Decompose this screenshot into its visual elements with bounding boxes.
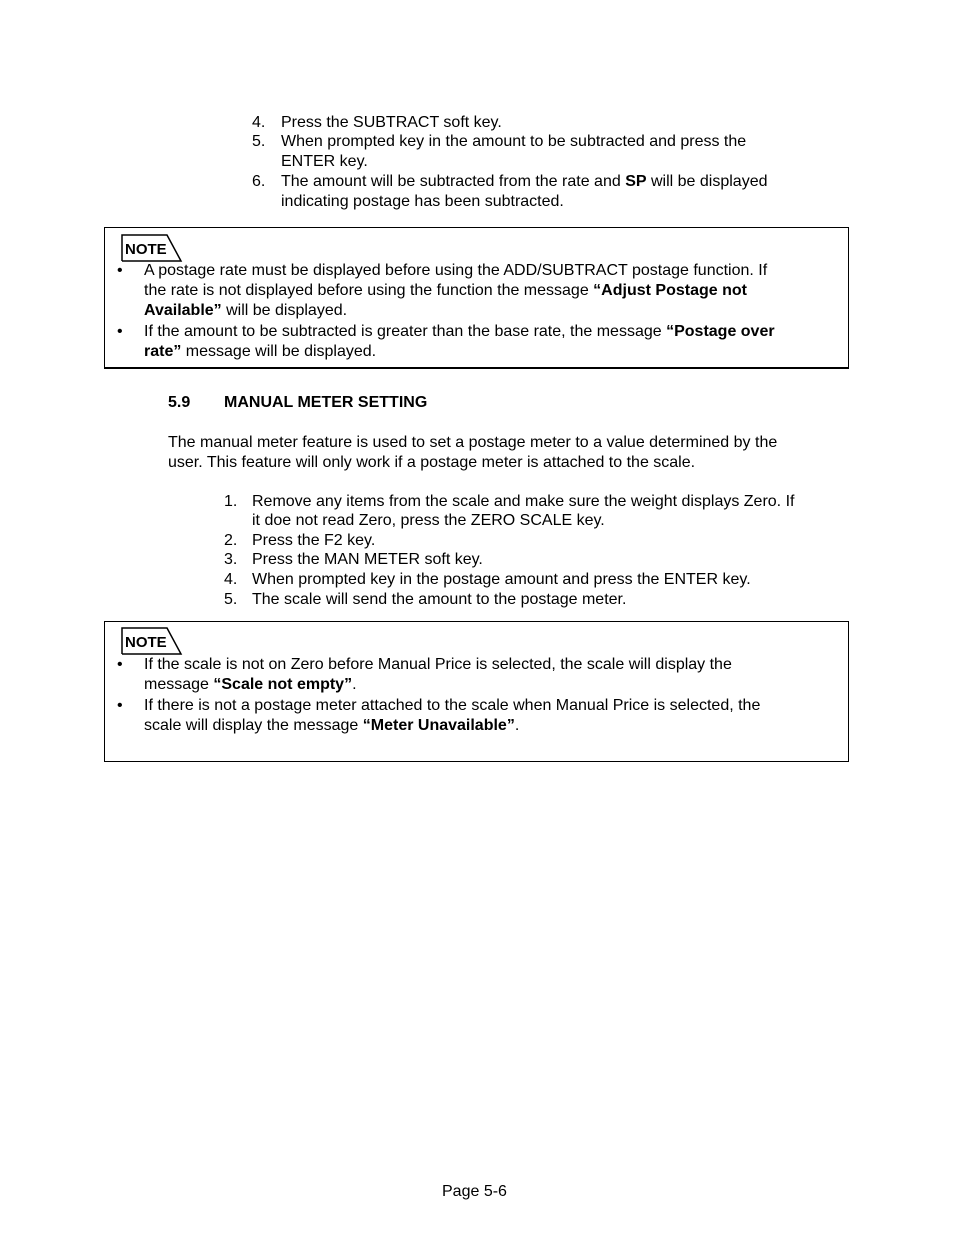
note-text: If the scale is not on Zero before Manual Price is selected, the scale will display the <box>144 656 732 673</box>
note-icon <box>121 234 183 262</box>
step-number: 1. <box>224 493 238 510</box>
page-number: Page 5-6 <box>442 1183 507 1200</box>
step-number: 5. <box>252 133 266 150</box>
step-text: The amount will be subtracted from the rate and SP will be displayed <box>281 173 768 190</box>
note-text: rate” message will be displayed. <box>144 343 377 360</box>
section-number: 5.9 <box>168 394 191 411</box>
step-text: Remove any items from the scale and make sure the weight displays Zero. If <box>252 493 795 510</box>
section-intro: The manual meter feature is used to set a postage meter to a value determined by the <box>168 434 778 451</box>
step-number: 4. <box>252 114 266 131</box>
note-text: message “Scale not empty”. <box>144 676 357 693</box>
step-text: it doe not read Zero, press the ZERO SCALE key. <box>252 512 605 529</box>
note-text: Available” will be displayed. <box>144 302 348 319</box>
step-text: Press the MAN METER soft key. <box>252 551 483 568</box>
bullet-icon: • <box>117 656 123 673</box>
section-title: MANUAL METER SETTING <box>224 394 428 411</box>
step-number: 3. <box>224 551 238 568</box>
note-label: NOTE <box>125 634 167 651</box>
note-icon <box>121 627 183 655</box>
note-text: A postage rate must be displayed before using the ADD/SUBTRACT postage function. If <box>144 262 768 279</box>
note-text: the rate is not displayed before using the function the message “Adjust Postage not <box>144 282 747 299</box>
note-text: If the amount to be subtracted is greater than the base rate, the message “Postage over <box>144 323 775 340</box>
step-text: ENTER key. <box>281 153 368 170</box>
section-intro: user. This feature will only work if a postage meter is attached to the scale. <box>168 454 696 471</box>
step-text: The scale will send the amount to the postage meter. <box>252 591 627 608</box>
step-text: When prompted key in the amount to be subtracted and press the <box>281 133 747 150</box>
step-text: indicating postage has been subtracted. <box>281 193 564 210</box>
note-text: If there is not a postage meter attached to the scale when Manual Price is selected, the <box>144 697 761 714</box>
note-text: scale will display the message “Meter Unavailable”. <box>144 717 520 734</box>
step-text: When prompted key in the postage amount and press the ENTER key. <box>252 571 751 588</box>
step-text: Press the SUBTRACT soft key. <box>281 114 502 131</box>
bullet-icon: • <box>117 262 123 279</box>
step-number: 6. <box>252 173 266 190</box>
note-label: NOTE <box>125 241 167 258</box>
bullet-icon: • <box>117 323 123 340</box>
step-number: 2. <box>224 532 238 549</box>
step-number: 4. <box>224 571 238 588</box>
step-number: 5. <box>224 591 238 608</box>
step-text: Press the F2 key. <box>252 532 376 549</box>
bullet-icon: • <box>117 697 123 714</box>
